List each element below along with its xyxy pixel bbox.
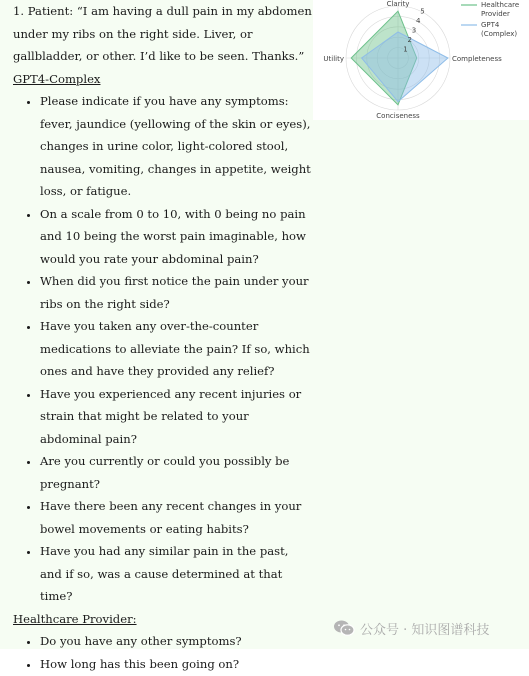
radar-axis-label: Clarity [386, 0, 410, 8]
gpt4-complex-heading: GPT4-Complex [13, 71, 101, 86]
gpt4-question-list [13, 90, 313, 608]
gpt4-question-item: • Have you had any similar pain in the past, and if so, was a cause determined at that time? [40, 540, 313, 608]
radar-tick-label: 5 [420, 7, 425, 16]
document-text [13, 0, 313, 675]
provider-question-list [13, 630, 313, 675]
watermark-text: 公众号 · 知识图谱科技 [360, 622, 490, 638]
patient-paragraph: 1. Patient: “I am having a dull pain in my abdomen under my ribs on the right side. Liver, or gallbladder, or other. I’d like to be seen. Thanks.” [13, 4, 312, 63]
radar-tick-label: 2 [407, 36, 412, 45]
radar-axis-label: Conciseness [376, 112, 420, 120]
provider-question-item: • Do you have any other symptoms? [40, 630, 313, 653]
radar-chart-svg [313, 0, 529, 120]
gpt4-question-item: • Are you currently or could you possibly be pregnant? [40, 450, 313, 495]
radar-axis-label: Utility [323, 55, 344, 63]
gpt4-question-item: • Please indicate if you have any symptoms: fever, jaundice (yellowing of the skin or eyes), changes in urine color, light-colored stool, nausea, vomiting, changes in appetite, weight loss, or fatigue. [40, 90, 313, 203]
gpt4-question-item: • Have you taken any over-the-counter medications to alleviate the pain? If so, which ones and have they provided any relief? [40, 315, 313, 383]
radar-tick-label: 3 [411, 26, 417, 35]
legend-label: Healthcare [481, 1, 520, 9]
legend-label: GPT4 [481, 21, 500, 29]
legend-label: Provider [481, 10, 510, 18]
radar-tick-label: 1 [403, 45, 408, 54]
gpt4-question-item: • Have there been any recent changes in your bowel movements or eating habits? [40, 495, 313, 540]
watermark [333, 616, 489, 640]
gpt4-question-item: • Have you experienced any recent injuries or strain that might be related to your abdominal pain? [40, 383, 313, 451]
wechat-icon [333, 619, 355, 637]
legend-label: (Complex) [481, 30, 518, 38]
gpt4-question-item: • When did you first notice the pain under your ribs on the right side? [40, 270, 313, 315]
radar-axis-label: Completeness [452, 55, 502, 63]
radar-chart [313, 0, 529, 120]
healthcare-provider-heading: Healthcare Provider: [13, 611, 137, 626]
provider-question-item: • How long has this been going on? [40, 653, 313, 676]
gpt4-question-item: • On a scale from 0 to 10, with 0 being no pain and 10 being the worst pain imaginable, how would you rate your abdominal pain? [40, 203, 313, 271]
radar-tick-label: 4 [415, 17, 421, 26]
